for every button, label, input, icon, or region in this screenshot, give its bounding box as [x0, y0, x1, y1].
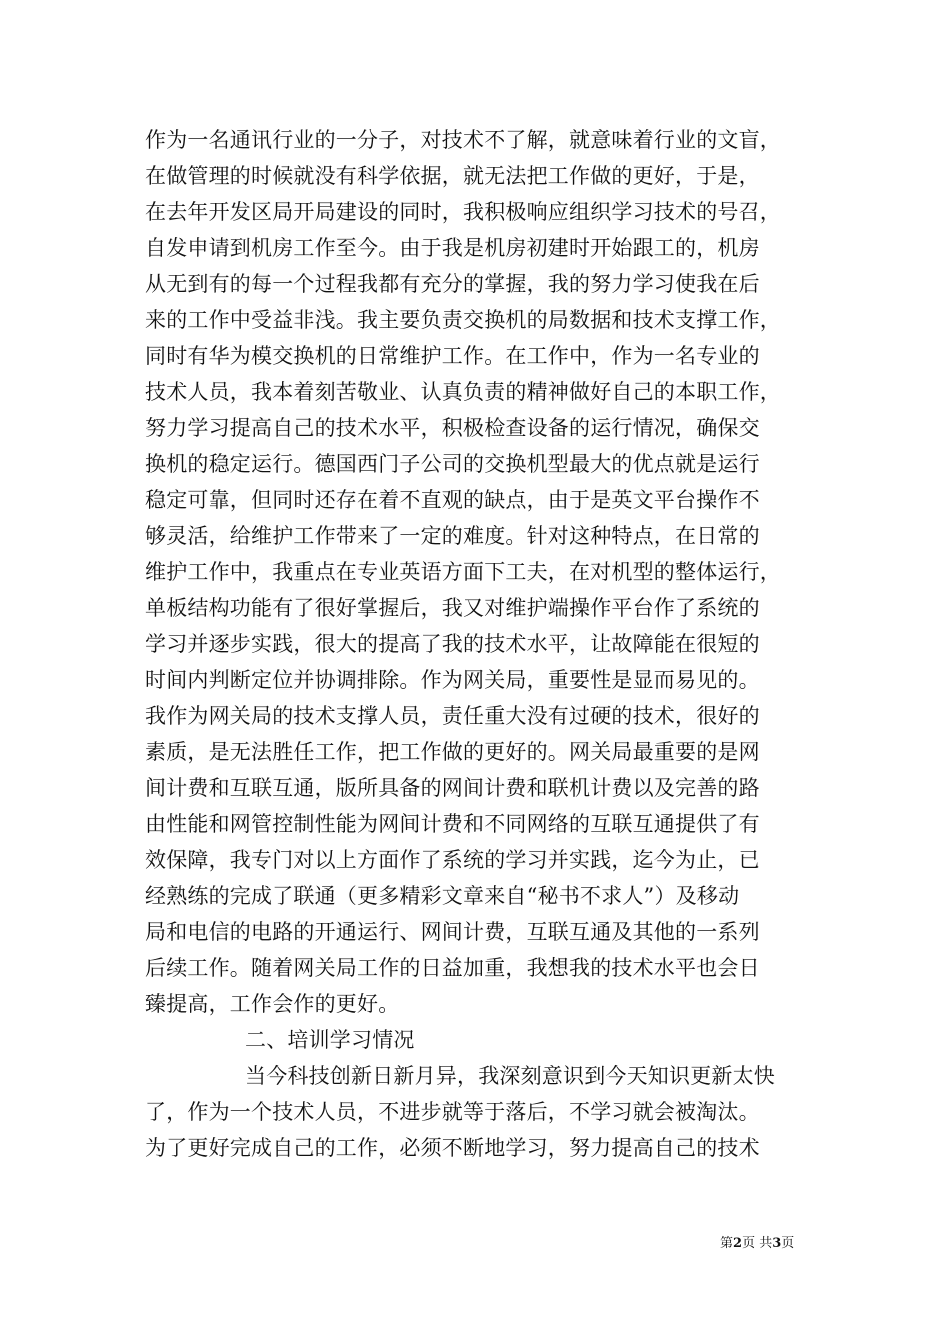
body-line: 由性能和网管控制性能为网间计费和不同网络的互联互通提供了有	[145, 812, 760, 836]
footer-current-page: 2	[733, 1236, 743, 1251]
body-line: 技术人员，我本着刻苦敬业、认真负责的精神做好自己的本职工作，	[145, 380, 781, 404]
body-line: 单板结构功能有了很好掌握后，我又对维护端操作平台作了系统的	[145, 596, 760, 620]
body-line: 换机的稳定运行。德国西门子公司的交换机型最大的优点就是运行	[145, 452, 760, 476]
body-line: 自发申请到机房工作至今。由于我是机房初建时开始跟工的，机房	[145, 236, 760, 260]
footer-suffix: 页	[781, 1236, 795, 1251]
body-line: 素质，是无法胜任工作，把工作做的更好的。网关局最重要的是网	[145, 740, 760, 764]
footer-middle: 页 共	[742, 1236, 773, 1251]
body-line: 努力学习提高自己的技术水平，积极检查设备的运行情况，确保交	[145, 416, 760, 440]
section-line-first: 当今科技创新日新月异，我深刻意识到今天知识更新太快	[245, 1064, 775, 1088]
section-heading: 二、培训学习情况	[245, 1028, 415, 1052]
footer-prefix: 第	[720, 1236, 734, 1251]
body-line: 从无到有的每一个过程我都有充分的掌握，我的努力学习使我在后	[145, 272, 760, 296]
body-line: 效保障，我专门对以上方面作了系统的学习并实践，迄今为止，已	[145, 848, 760, 872]
body-line: 经熟练的完成了联通（更多精彩文章来自“秘书不求人”）及移动	[145, 884, 740, 908]
body-line: 我作为网关局的技术支撑人员，责任重大没有过硬的技术，很好的	[145, 704, 760, 728]
body-line: 后续工作。随着网关局工作的日益加重，我想我的技术水平也会日	[145, 956, 760, 980]
footer-total-pages: 3	[772, 1236, 782, 1251]
body-line: 局和电信的电路的开通运行、网间计费，互联互通及其他的一系列	[145, 920, 760, 944]
page-footer	[720, 1235, 794, 1253]
body-line: 稳定可靠，但同时还存在着不直观的缺点，由于是英文平台操作不	[145, 488, 760, 512]
body-line: 时间内判断定位并协调排除。作为网关局，重要性是显而易见的。	[145, 668, 760, 692]
body-line: 间计费和互联互通，版所具备的网间计费和联机计费以及完善的路	[145, 776, 760, 800]
body-line: 够灵活，给维护工作带来了一定的难度。针对这种特点，在日常的	[145, 524, 760, 548]
section-line: 了，作为一个技术人员，不进步就等于落后，不学习就会被淘汰。	[145, 1100, 760, 1124]
body-line: 在去年开发区局开局建设的同时，我积极响应组织学习技术的号召，	[145, 200, 781, 224]
body-line: 在做管理的时候就没有科学依据，就无法把工作做的更好，于是，	[145, 164, 760, 188]
body-line: 维护工作中，我重点在专业英语方面下工夫，在对机型的整体运行，	[145, 560, 781, 584]
body-line: 学习并逐步实践，很大的提高了我的技术水平，让故障能在很短的	[145, 632, 760, 656]
body-line: 作为一名通讯行业的一分子，对技术不了解，就意味着行业的文盲，	[145, 128, 781, 152]
body-line: 来的工作中受益非浅。我主要负责交换机的局数据和技术支撑工作，	[145, 308, 781, 332]
section-line: 为了更好完成自己的工作，必须不断地学习，努力提高自己的技术	[145, 1136, 760, 1160]
body-line: 同时有华为模交换机的日常维护工作。在工作中，作为一名专业的	[145, 344, 760, 368]
body-line: 臻提高，工作会作的更好。	[145, 992, 400, 1016]
